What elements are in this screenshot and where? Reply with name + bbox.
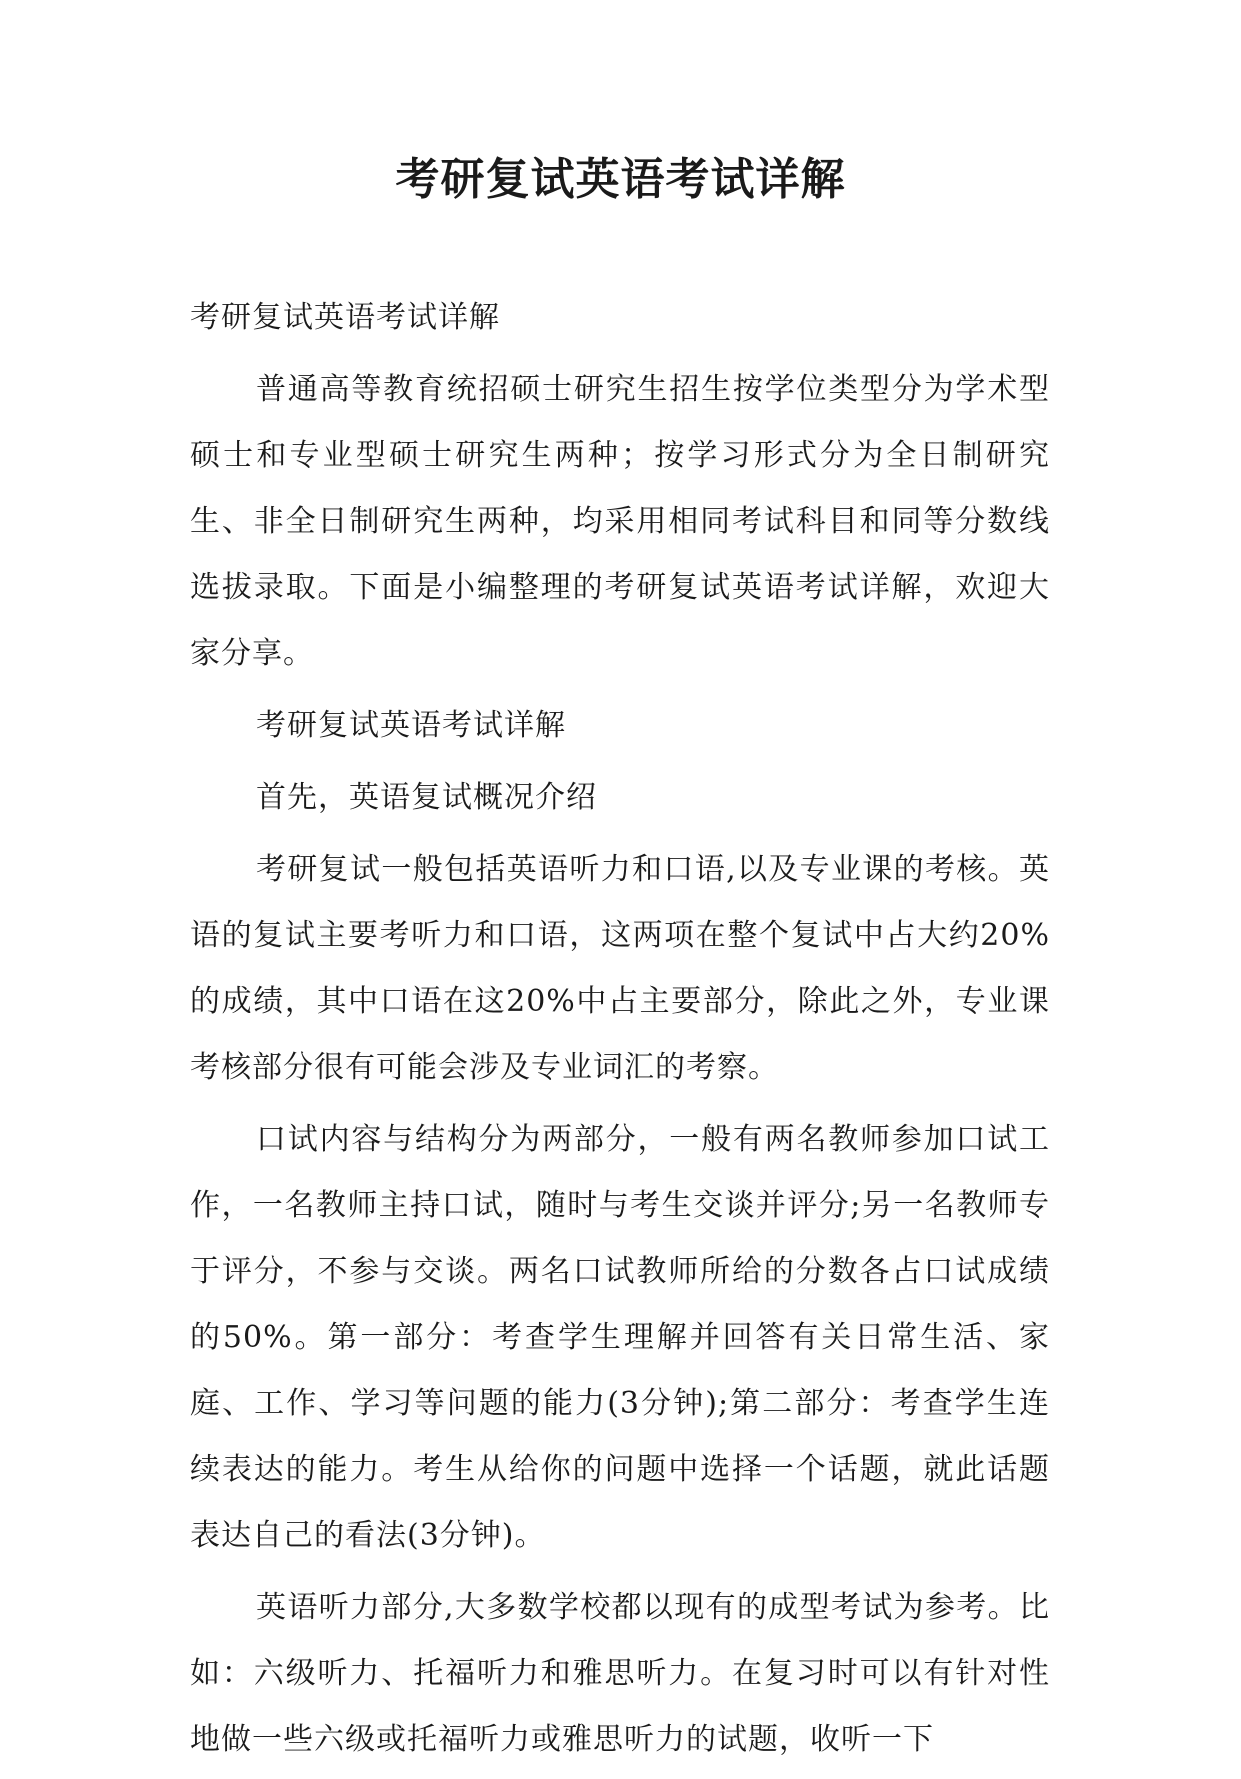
paragraph-overview: 考研复试一般包括英语听力和口语,以及专业课的考核。英语的复试主要考听力和口语，这两项在整个复试中占大约20%的成绩，其中口语在这20%中占主要部分，除此之外，专业课考核部分很有可能会涉及专业词汇的考察。 (190, 852, 1050, 1085)
paragraph-listening: 英语听力部分,大多数学校都以现有的成型考试为参考。比如：六级听力、托福听力和雅思听力。在复习时可以有针对性地做一些六级或托福听力或雅思听力的试题，收听一下 (190, 1590, 1050, 1757)
paragraph-intro: 普通高等教育统招硕士研究生招生按学位类型分为学术型硕士和专业型硕士研究生两种；按学习形式分为全日制研究生、非全日制研究生两种，均采用相同考试科目和同等分数线选拔录取。下面是小编整理的考研复试英语考试详解，欢迎大家分享。 (190, 372, 1050, 671)
document-body (190, 285, 1050, 1779)
paragraph-subtitle: 考研复试英语考试详解 (190, 300, 500, 335)
paragraph-heading: 考研复试英语考试详解 (256, 708, 566, 743)
paragraph-section-heading: 首先，英语复试概况介绍 (256, 780, 597, 815)
document-title: 考研复试英语考试详解 (395, 154, 846, 205)
paragraph-oral-exam: 口试内容与结构分为两部分，一般有两名教师参加口试工作，一名教师主持口试，随时与考生交谈并评分;另一名教师专于评分，不参与交谈。两名口试教师所给的分数各占口试成绩的50%。第一部分：考查学生理解并回答有关日常生活、家庭、工作、学习等问题的能力(3分钟);第二部分：考查学生连续表达的能力。考生从给你的问题中选择一个话题，就此话题表达自己的看法(3分钟)。 (190, 1122, 1050, 1553)
